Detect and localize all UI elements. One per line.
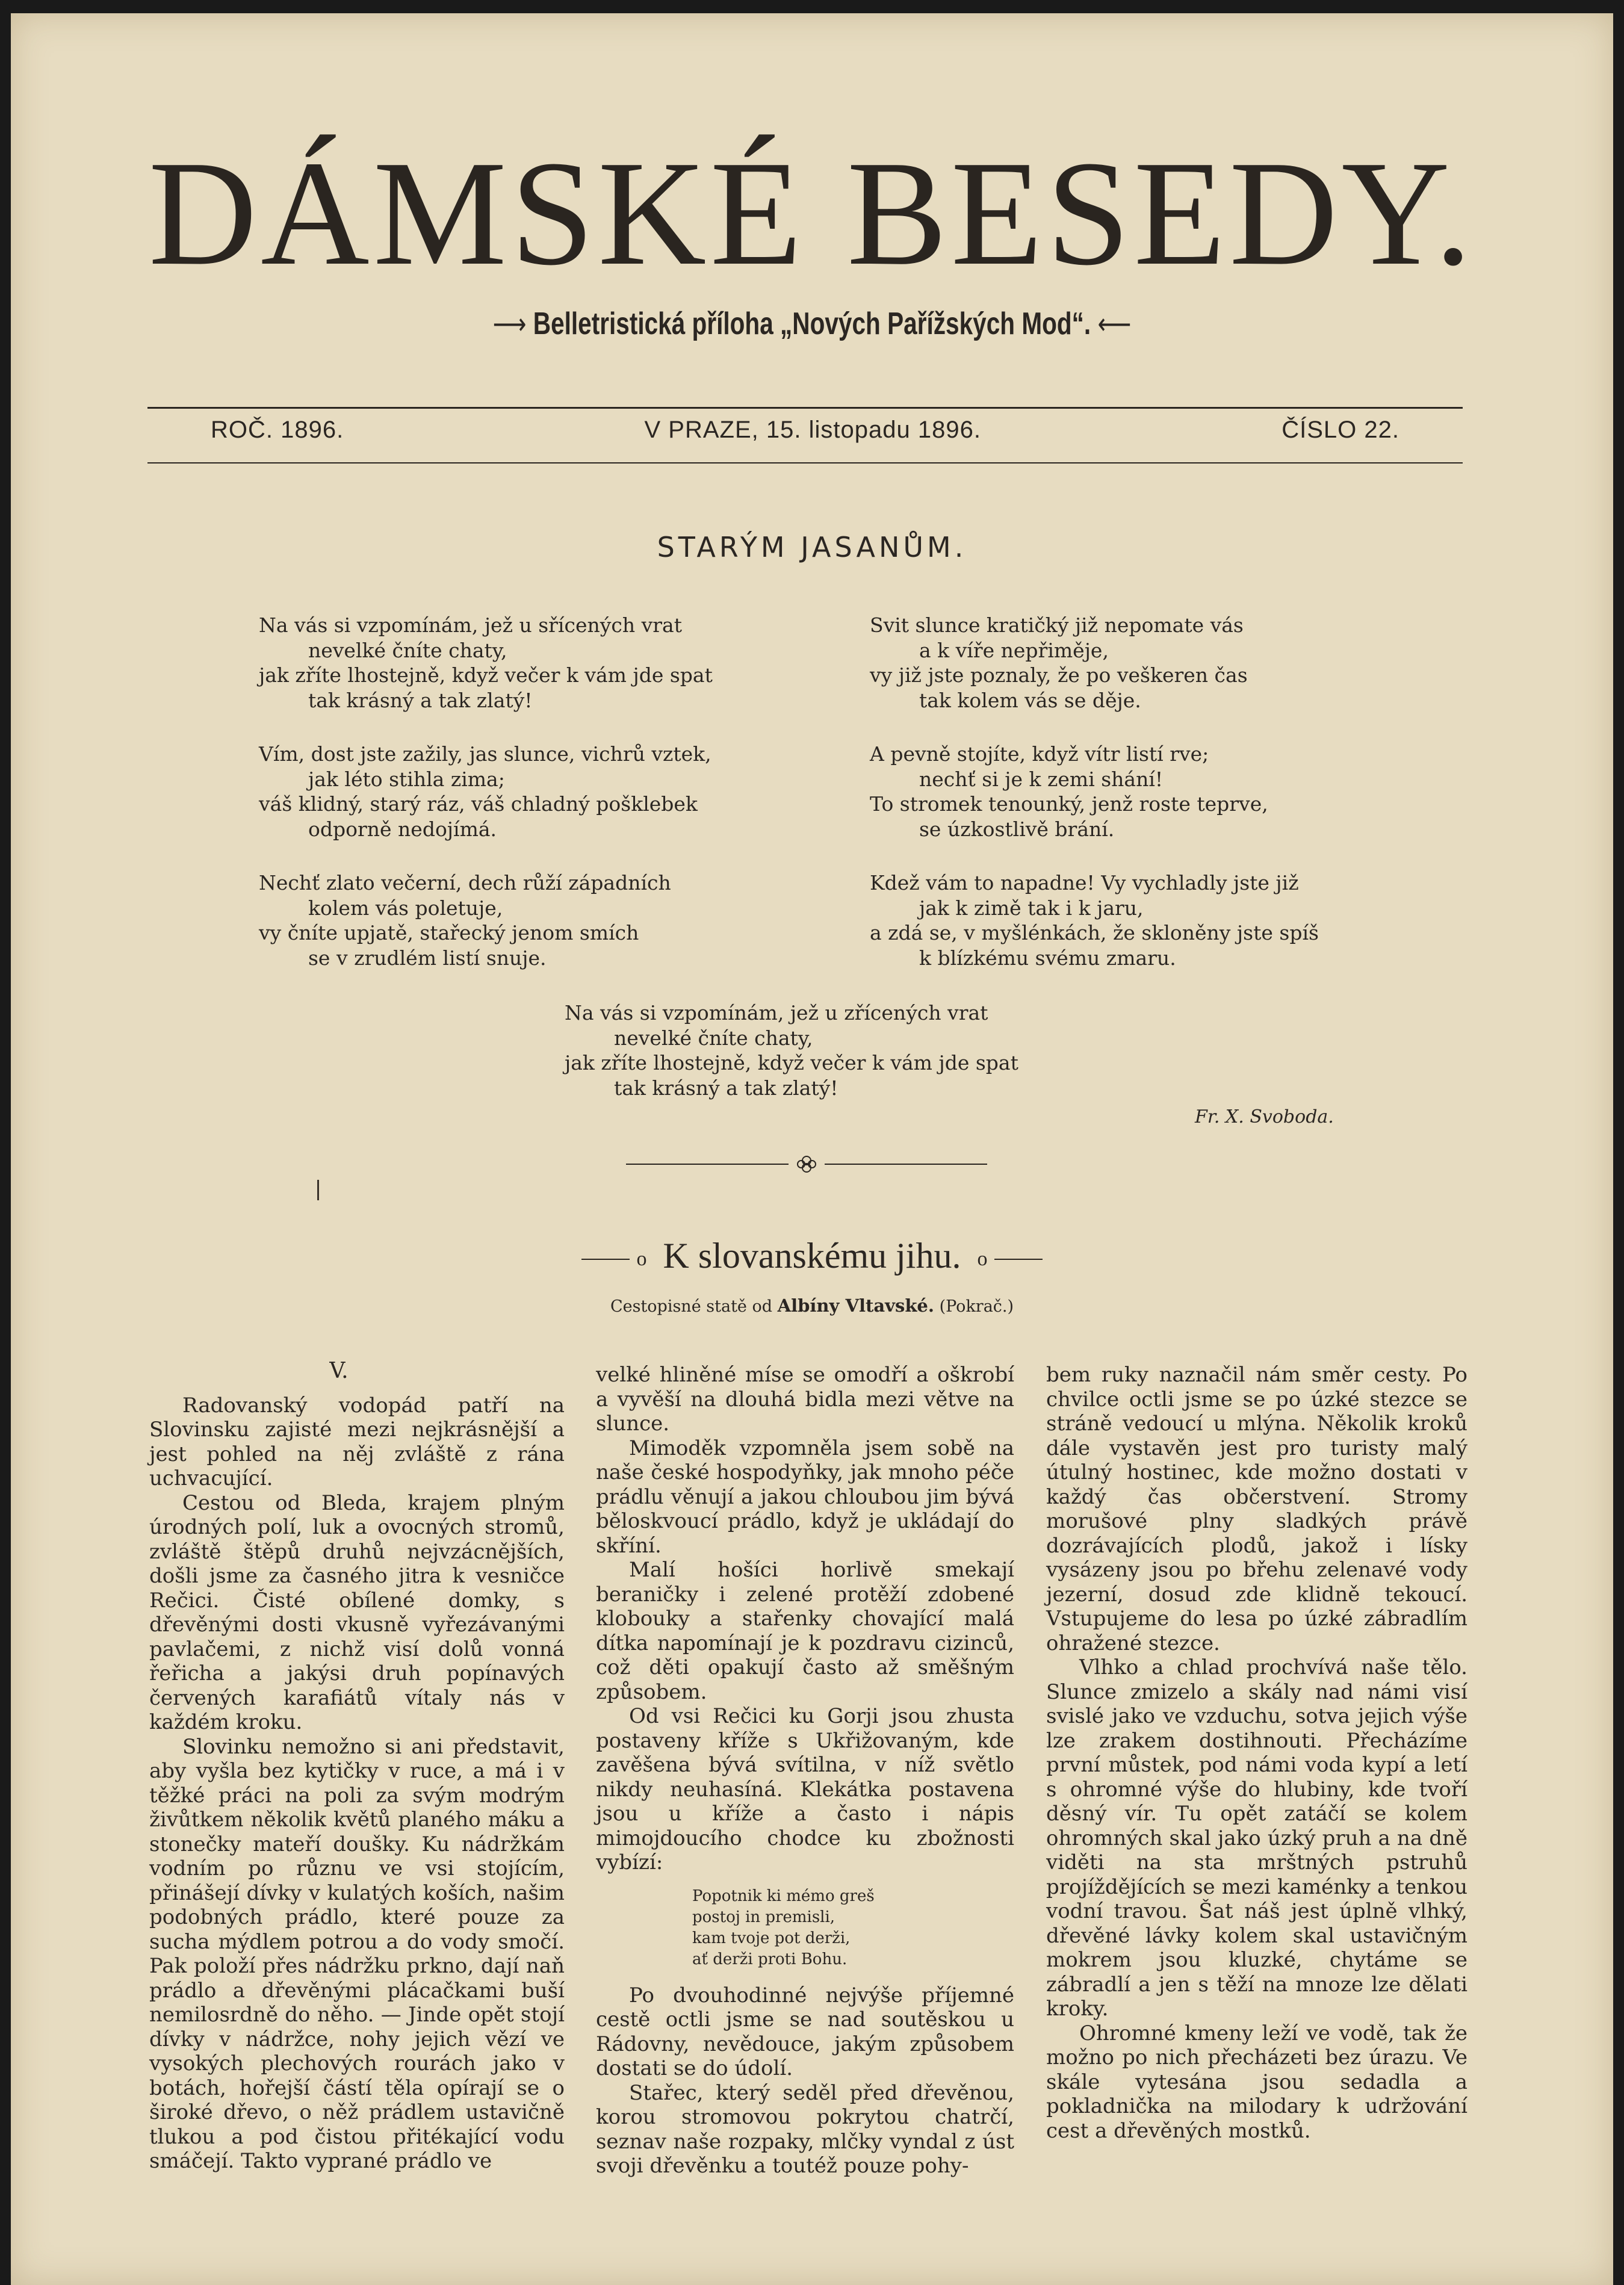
title-rule-left <box>581 1259 630 1260</box>
verse-line: se v zrudlém listí snuje. <box>308 946 547 970</box>
paragraph: bem ruky naznačil nám směr cesty. Po chvilce octli jsme se po úzké stezce se stráně vedoucí u mlýna. Několik kroků dále vystavěn jest pro turisty malý útulný hostinec, kde možno dostati v každý čas občerstvení. Stromy morušové plny sladkých právě dozrávajících plodů, jakož i lísky vysázeny jsou po břehu zelenavé vody jezerní, dosud zde klidně tekoucí. Vstupujeme do lesa po úzké zábradlím ohražené stezce. <box>1046 1363 1467 1655</box>
paragraph: Mimoděk vzpomněla jsem sobě na naše české hospodyňky, jak mnoho péče prádlu věnují a jakou chloubou jim bývá běloskvoucí prádlo, když je ukládají do skříní. <box>596 1436 1014 1558</box>
verse-line: kam tvoje pot derži, <box>692 1929 851 1947</box>
poem-stanza-left-3 <box>259 870 671 970</box>
article-column-2 <box>596 1363 1014 2178</box>
bottom-rule <box>147 462 1463 464</box>
article-title-text: K slovanskému jihu. <box>663 1236 961 1276</box>
circle-ornament-icon: o <box>636 1248 647 1271</box>
date-bar <box>211 417 1399 444</box>
verse-line: ať derži proti Bohu. <box>692 1950 848 1968</box>
subtitle-prefix: Cestopisné statě od <box>610 1297 773 1316</box>
section-number: V. <box>329 1359 349 1383</box>
verse-line: tak kolem vás se děje. <box>919 688 1141 712</box>
verse-line: tak krásný a tak zlatý! <box>614 1076 838 1100</box>
print-mark <box>317 1180 319 1200</box>
circle-ornament-icon: o <box>977 1248 988 1271</box>
verse-line: vy již jste poznaly, že po veškeren čas <box>870 663 1248 687</box>
verse-line: A pevně stojíte, když vítr listí rve; <box>870 742 1209 766</box>
fleuron-divider-icon <box>626 1152 987 1176</box>
verse-line: postoj in premisli, <box>692 1908 835 1926</box>
poem-title: STARÝM JASANŮM. <box>657 531 967 563</box>
masthead: DÁMSKÉ BESEDY. <box>148 130 1476 297</box>
title-rule-right <box>994 1259 1043 1260</box>
verse-line: jak k zimě tak i k jaru, <box>919 896 1144 920</box>
poem-stanza-left-1 <box>259 613 713 713</box>
volume-label: ROČ. 1896. <box>211 417 344 443</box>
subtitle-author: Albíny Vltavské. <box>777 1295 934 1316</box>
verse-line: k blízkému svému zmaru. <box>919 946 1176 970</box>
issue-number: ČÍSLO 22. <box>1282 417 1399 443</box>
place-date: V PRAZE, 15. listopadu 1896. <box>644 417 981 443</box>
paragraph: Ohromné kmeny leží ve vodě, tak že možno po nich přecházeti bez úrazu. Ve skále vytesána jsou sedadla a pokladnička na milodary k udržování cest a dřevěných mostků. <box>1046 2021 1467 2143</box>
paragraph: Po dvouhodinné nejvýše příjemné cestě octli jsme se nad soutěskou u Rádovny, nevědouce, jakým způsobem dostati se do údolí. <box>596 1983 1014 2080</box>
paragraph: Slovinku nemožno si ani představit, aby vyšla bez kytičky v ruce, a má i v těžké práci na poli za svým modrým živůtkem několik květů planého máku a stonečky mateří doušky. Ku nádržkám vodním po různu ve vsi stojícím, přinášejí dívky v kulatých koších, našim podobných prádlo, které pouze za sucha mýdlem potrou a do vody smočí. Pak položí přes nádržku prkno, dají naň prádlo a dřevěnými plácačkami buší nemilosrdně do něho. — Jinde opět stojí dívky v nádržce, nohy jejich vězí ve vysokých plechových rourách jako v botách, hořejší částí těla opírají se o široké dřevo, o něž prádlem ustavičně tlukou a pod čistou přitékající vodu smáčejí. Takto vyprané prádlo ve <box>149 1734 565 2173</box>
verse-line: nechť si je k zemi shání! <box>919 767 1164 791</box>
subtitle-suffix: (Pokrač.) <box>939 1297 1014 1316</box>
arrow-right-ornament: ⟵ <box>1097 307 1132 341</box>
paragraph: Radovanský vodopád patří na Slovinsku zajisté mezi nejkrásnější a jest pohled na něj zvláště z rána uchvacující. <box>149 1393 565 1490</box>
article-title <box>0 1235 1624 1277</box>
verse-line: jak zříte lhostejně, když večer k vám jde spat <box>565 1051 1018 1074</box>
poem-stanza-closing <box>565 1000 1018 1100</box>
verse-line: jak léto stihla zima; <box>308 767 505 791</box>
arrow-left-ornament: ⟶ <box>492 307 527 341</box>
verse-line: To stromek tenounký, jenž roste teprve, <box>870 792 1268 816</box>
verse-line: odporně nedojímá. <box>308 817 497 841</box>
paragraph: Stařec, který seděl před dřevěnou, korou stromovou pokrytou chatrčí, seznav naše rozpaky, mlčky vyndal z úst svoji dřevěnku a toutéž pouze pohy- <box>596 2080 1014 2178</box>
paragraph: Vlhko a chlad prochvívá naše tělo. Slunce zmizelo a skály nad námi visí svislé jako ve vzduchu, sotva jejich výše lze zrakem dostihnouti. Přecházíme první můstek, pod námi voda kypí a letí s ohromné výše do hlubiny, kde tvoří děsný vír. Tu opět zatáčí se kolem ohromných skal jako úzký pruh a na dně viděti na sta mrštných pstruhů projíždějících se mezi kaménky a tenkou vodní travou. Šat náš jest úplně vlhký, dřevěné lávky kolem skal ustavičným mokrem jsou kluzké, chytáme se zábradlí a jen s těží na mnoze lze dělati kroky. <box>1046 1655 1467 2021</box>
verse-line: a k víře nepřiměje, <box>919 638 1109 662</box>
verse-line: vy čníte upjatě, stařecký jenom smích <box>259 921 639 944</box>
poem-stanza-right-1 <box>870 613 1248 713</box>
verse-line: tak krásný a tak zlatý! <box>308 688 533 712</box>
verse-line: Popotnik ki mémo greš <box>692 1887 875 1905</box>
paragraph: Malí hošíci horlivě smekají beraničky i zelené protěží zdobené klobouky a stařenky chovající malá dítka napomínají je k pozdravu cizinců, což děti opakují často až směšným způsobem. <box>596 1558 1014 1704</box>
paragraph: Od vsi Rečici ku Gorji jsou zhusta postaveny kříže s Ukřižovaným, kde zavěšena bývá svítilna, v níž světlo nikdy neuhasíná. Klekátka postavena jsou u kříže a často i nápis mimojdoucího chodce ku zbožnosti vybízí: <box>596 1704 1014 1874</box>
poem-stanza-right-3 <box>870 870 1319 970</box>
article-column-3 <box>1046 1363 1467 2143</box>
verse-line: a zdá se, v myšlénkách, že skloněny jste spíš <box>870 921 1319 944</box>
article-column-1 <box>149 1359 565 2174</box>
verse-line: nevelké čníte chaty, <box>308 638 507 662</box>
verse-line: se úzkostlivě brání. <box>919 817 1115 841</box>
paragraph: velké hliněné míse se omodří a oškrobí a vyvěší na dlouhá bidla mezi větve na slunce. <box>596 1363 1014 1436</box>
subtitle-text: Belletristická příloha „Nových Pařížských Mod“. <box>533 306 1091 341</box>
verse-line: nevelké čníte chaty, <box>614 1026 813 1050</box>
verse-line: Kdež vám to napadne! Vy vychladly jste již <box>870 871 1299 894</box>
verse-line: kolem vás poletuje, <box>308 896 503 920</box>
verse-line: Svit slunce kratičký již nepomate vás <box>870 613 1244 637</box>
verse-line: váš klidný, starý ráz, váš chladný pošklebek <box>259 792 698 816</box>
verse-line: Na vás si vzpomínám, jež u zřícených vrat <box>565 1001 988 1025</box>
poem-stanza-right-2 <box>870 742 1268 842</box>
poem-author: Fr. X. Svoboda. <box>1195 1106 1334 1127</box>
masthead-subtitle <box>179 306 1445 342</box>
article-subtitle <box>0 1295 1624 1316</box>
verse-line: Na vás si vzpomínám, jež u sřícených vrat <box>259 613 682 637</box>
top-rule <box>147 407 1463 409</box>
poem-stanza-left-2 <box>259 742 711 842</box>
verse-line: Vím, dost jste zažily, jas slunce, vichrů vztek, <box>259 742 711 766</box>
verse-line: jak zříte lhostejně, když večer k vám jde spat <box>259 663 713 687</box>
paragraph: Cestou od Bleda, krajem plným úrodných polí, luk a ovocných stromů, zvláště štěpů druhů nejvzácnějších, došli jsme za časného jitra k vesničce Rečici. Čisté obílené domky, s dřevěnými dosti vkusně vyřezávanými pavlačemi, z nichž visí dolů vonná řeřicha a jakýsi druh popínavých červených karafiátů vítaly nás v každém kroku. <box>149 1490 565 1734</box>
inscription-verse <box>692 1886 1014 1970</box>
verse-line: Nechť zlato večerní, dech růží západních <box>259 871 671 894</box>
